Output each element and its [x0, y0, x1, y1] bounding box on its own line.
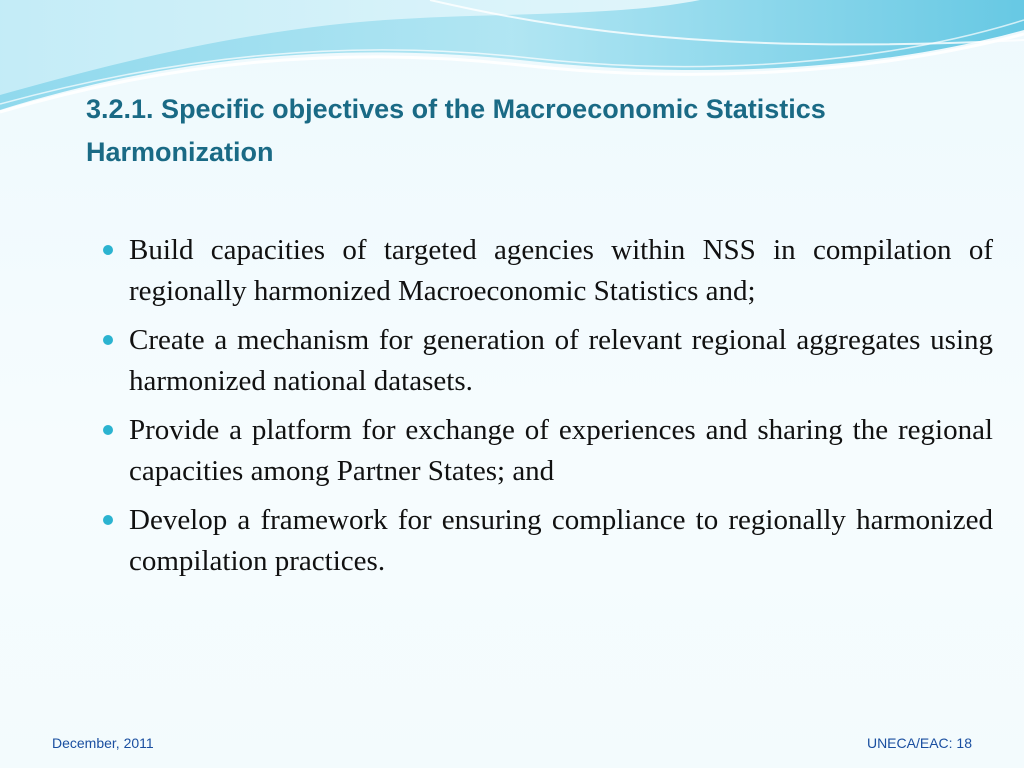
footer-page-number: UNECA/EAC: 18 [866, 735, 972, 751]
bullet-icon [103, 425, 113, 435]
footer-date: December, 2011 [52, 735, 154, 751]
bullet-icon [103, 515, 113, 525]
list-item-text: Build capacities of targeted agencies within NSS in compilation of regionally harmonized Macroeconomic Statistics and; [129, 234, 993, 307]
slide-title: 3.2.1. Specific objectives of the Macroeconomic Statistics Harmonization [86, 94, 826, 167]
list-item-text: Provide a platform for exchange of experiences and sharing the regional capacities among Partner States; and [129, 414, 993, 487]
list-item [100, 500, 993, 582]
list-item [100, 320, 993, 402]
list-item-text: Create a mechanism for generation of relevant regional aggregates using harmonized national datasets. [129, 324, 993, 397]
list-item [100, 230, 993, 312]
bullet-icon [103, 245, 113, 255]
list-item [100, 410, 993, 492]
objectives-list [100, 230, 993, 590]
list-item-text: Develop a framework for ensuring compliance to regionally harmonized compilation practices. [129, 504, 993, 577]
bullet-icon [103, 335, 113, 345]
